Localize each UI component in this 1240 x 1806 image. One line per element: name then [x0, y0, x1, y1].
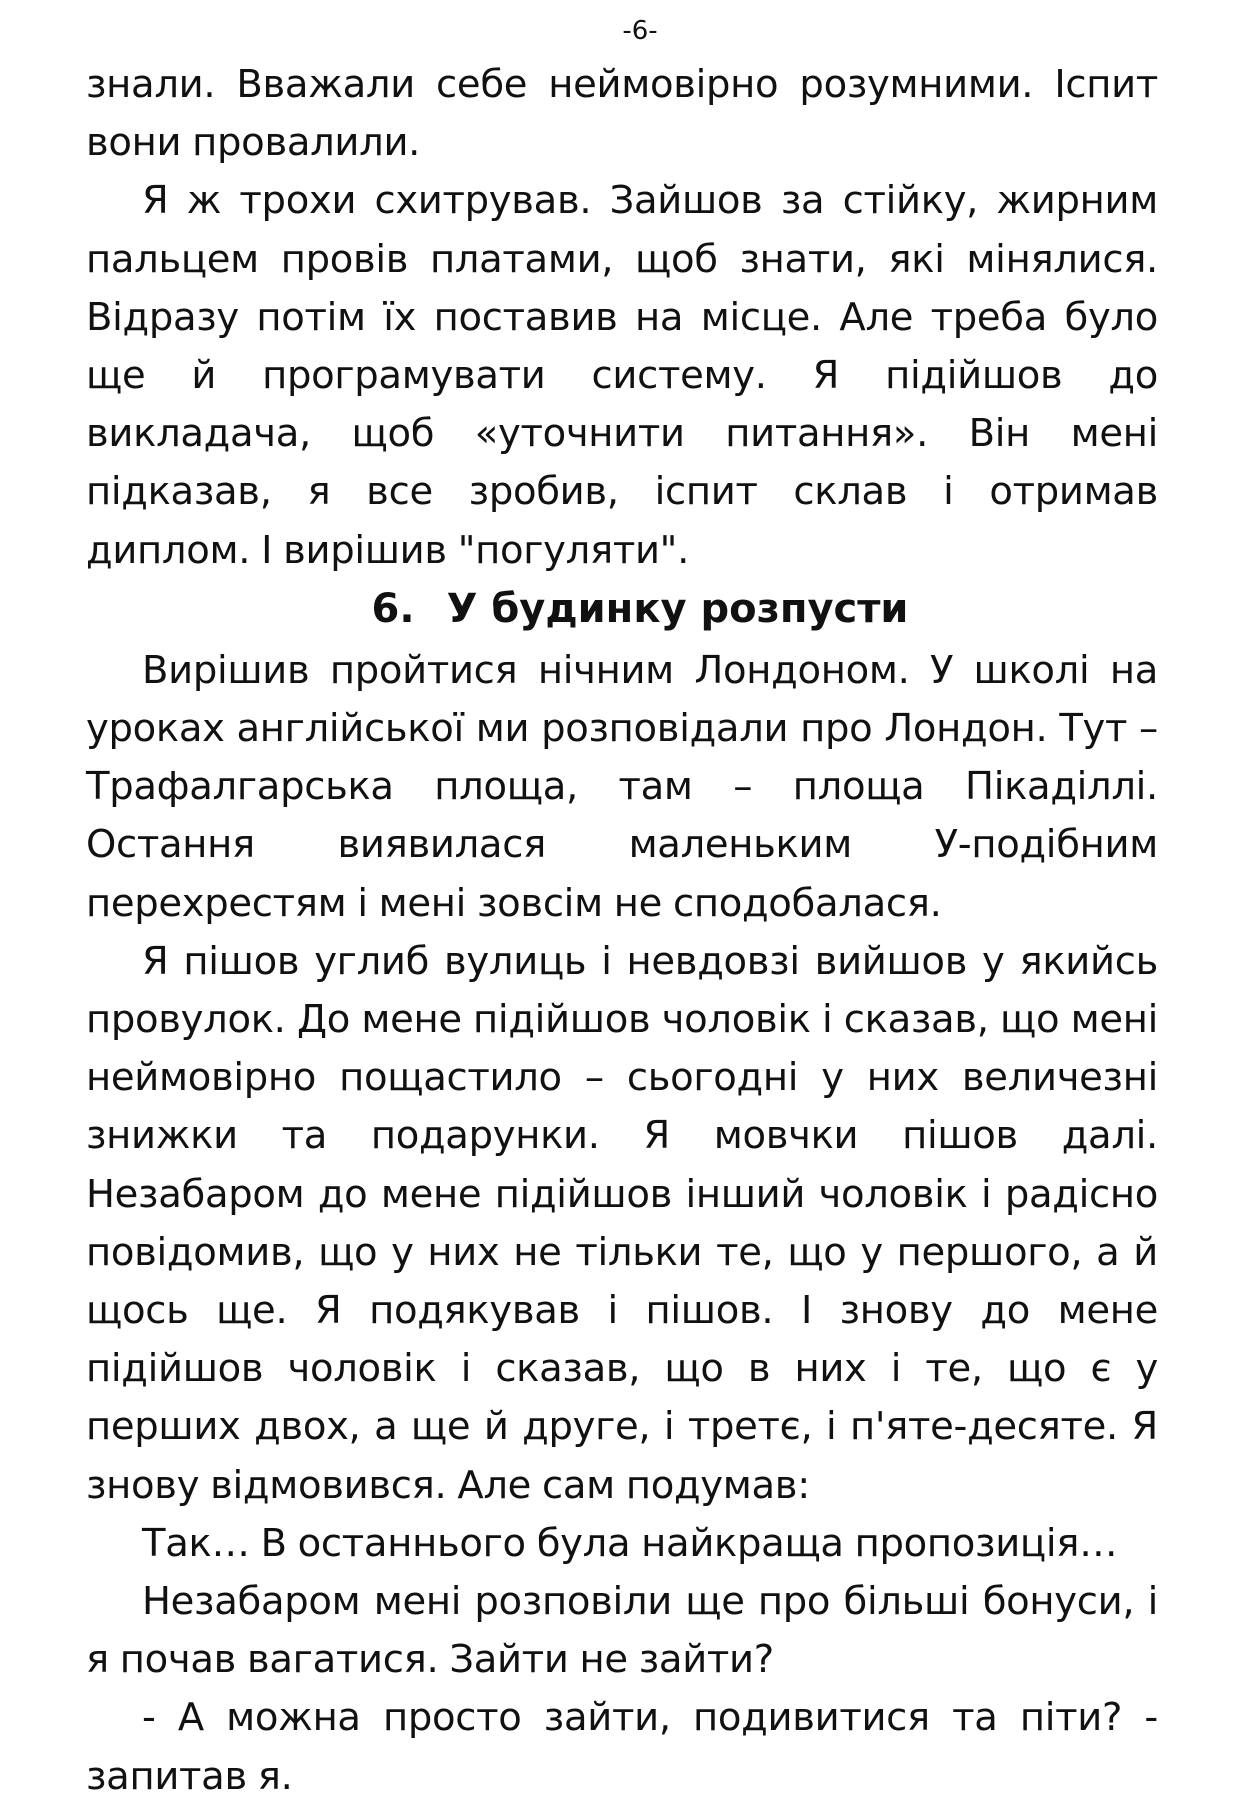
- section-number: 6.: [371, 585, 415, 632]
- paragraph: Вирішив пройтися нічним Лондоном. У школі на уроках англійської ми розповідали про Лондон. Тут – Трафалгарська площа, там – площа Пікаділлі. Остання виявилася маленьким У-подібним перехрестям і мені зовсім не сподобалася.: [86, 647, 1158, 926]
- paragraph: Я ж трохи схитрував. Зайшов за стійку, жирним пальцем провів платами, щоб знати, які мінялися. Відразу потім їх поставив на місце. Але треба було ще й програмувати систему. Я підійшов до викладача, щоб «уточнити питання». Він мені підказав, я все зробив, іспит склав і отримав диплом. І вирішив "погуляти".: [86, 178, 1158, 573]
- book-page: [86, 16, 1158, 1806]
- paragraph: знали. Вважали себе неймовірно розумними. Іспит вони провалили.: [86, 62, 1158, 166]
- paragraph: Незабаром мені розповіли ще про більші бонуси, і я почав вагатися. Зайти не зайти?: [86, 1579, 1158, 1683]
- section-heading: [86, 580, 1158, 642]
- page-number: -6-: [622, 16, 658, 46]
- paragraph: Так… В останнього була найкраща пропозиція…: [142, 1520, 1118, 1566]
- paragraph: Я пішов углиб вулиць і невдовзі вийшов у якийсь провулок. До мене підійшов чоловік і сказав, що мені неймовірно пощастило – сьогодні у них величезні знижки та подарунки. Я мовчки пішов далі. Незабаром до мене підійшов інший чоловік і радісно повідомив, що у них не тільки те, що у першого, а й щось ще. Я подякував і пішов. І знову до мене підійшов чоловік і сказав, що в них і те, що є у перших двох, а ще й друге, і третє, і п'яте-десяте. Я знову відмовився. Але сам подумав:: [86, 938, 1158, 1508]
- paragraph: - А можна просто зайти, подивитися та піти? - запитав я.: [86, 1695, 1158, 1799]
- section-title: У будинку розпусти: [446, 585, 909, 632]
